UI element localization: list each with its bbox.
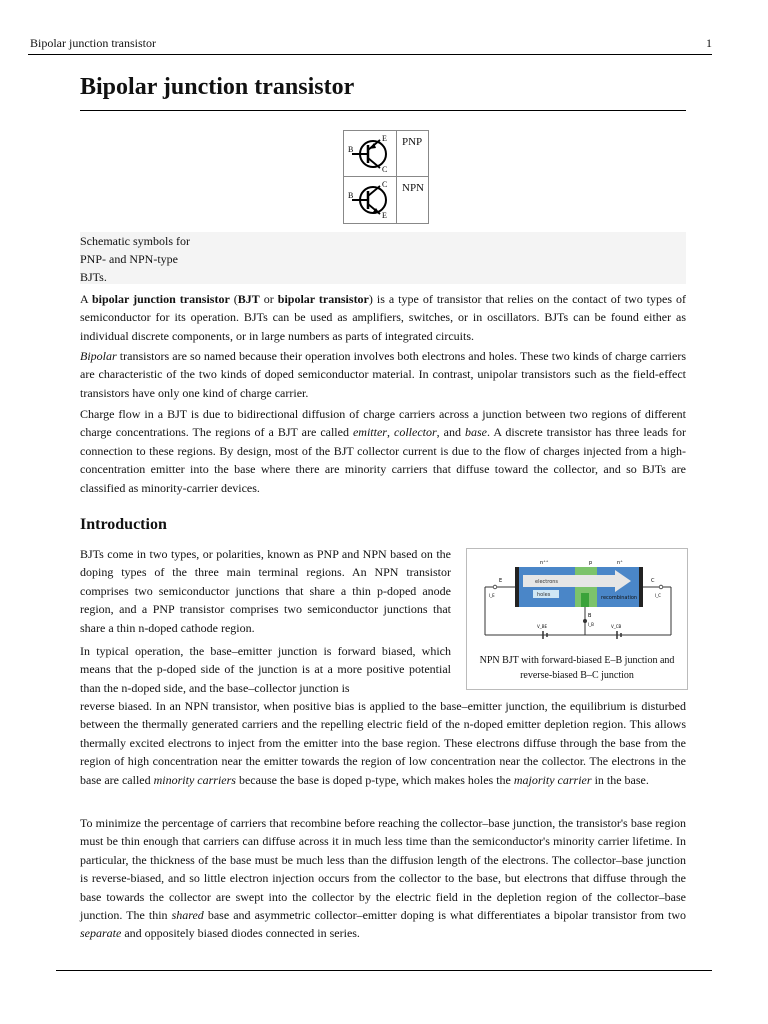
- figure-caption-line: reverse-biased B–C junction: [520, 670, 634, 681]
- caption-line: PNP- and NPN-type: [80, 252, 178, 266]
- paragraph-charge-flow: Charge flow in a BJT is due to bidirectional diffusion of charge carriers across a junction between two regions of different charge concentrations. The regions of a BJT are called emitter, collector, and base. A discrete transistor has three leads for connection to these regions. By design, most of the BJT collector current is due to the flow of charges injected from a high-concentration emitter into the base where there are minority carriers that diffuse toward the collector, and so BJTs are classified as minority-carrier devices.: [80, 407, 686, 495]
- italic-term: emitter: [352, 425, 387, 440]
- holes-label: holes: [537, 592, 551, 598]
- pin-label-e: E: [382, 211, 387, 220]
- terminal-e-label: E: [499, 578, 503, 584]
- table-divider: [344, 176, 428, 177]
- current-ic-label: I_C: [655, 593, 661, 598]
- paragraph-intro-operation-cont: reverse biased. In an NPN transistor, when positive bias is applied to the base–emitter junction, the equilibrium is disturbed between the thermally generated carriers and the repelling electric field of the n-doped emitter depletion region. This allows thermally excited electrons to inject from the emitter into the base region. These electrons diffuse through the base from the region of high concentration near the emitter towards the region of low concentration near the collector. The electrons in the base are called minority carriers because the base is doped p-type, which makes holes the majority carrier in the base.: [80, 699, 686, 787]
- page-number: 1: [706, 36, 712, 50]
- figure-caption-line: NPN BJT with forward-biased E–B junction and: [479, 655, 675, 666]
- terminal-c-label: C: [651, 578, 655, 584]
- italic-term: shared: [171, 908, 204, 923]
- paragraph-definition: A bipolar junction transistor (BJT or bipolar transistor) is a type of transistor that relies on the contact of two types of semiconductor for its operation. BJTs can be used as amplifiers, switches, or in oscillators. BJTs can be found either as individual discrete components, or in large numbers as parts of integrated circuits.: [80, 292, 686, 343]
- figure-caption: [467, 653, 687, 683]
- region-label-collector: n⁺: [617, 560, 623, 566]
- symbol-caption: [80, 232, 686, 284]
- bold-term: BJT: [237, 292, 260, 306]
- italic-term: separate: [80, 926, 122, 941]
- italic-term: Bipolar: [80, 349, 117, 363]
- caption-line: Schematic symbols for: [80, 234, 190, 248]
- region-label-emitter: n⁺⁺: [540, 560, 549, 566]
- running-title: Bipolar junction transistor: [30, 36, 156, 50]
- pin-label-c: C: [382, 180, 388, 189]
- paragraph-base-thickness: To minimize the percentage of carriers that recombine before reaching the collector–base junction, the transistor's base region must be thin enough that carriers can diffuse across it in much less time than the semiconductor's minority carrier lifetime. In particular, the thickness of the base must be much less than the diffusion length of the electrons. The collector–base junction is reverse-biased, and so little electron injection occurs from the collector to the base, but electrons that diffuse through the base towards the collector are swept into the collector by the electric field in the depletion region of the collector–base junction. The thin shared base and asymmetric collector–emitter doping is what differentiates a bipolar transistor from two separate and oppositely biased diodes connected in series.: [80, 816, 687, 941]
- title-rule: [80, 110, 686, 111]
- pin-label-b: B: [348, 191, 354, 200]
- region-label-base: p: [589, 560, 593, 566]
- footer-rule: [56, 970, 712, 971]
- paragraph-intro-types: BJTs come in two types, or polarities, known as PNP and NPN based on the doping types of the three main terminal regions. An NPN transistor comprises two semiconductor junctions that share a thin p-doped anode region, and a PNP transistor comprises two semiconductor junctions that share a thin n-doped cathode region.: [80, 547, 451, 635]
- pnp-transistor-icon: [346, 132, 396, 176]
- npn-bjt-diagram: [475, 555, 679, 651]
- italic-term: minority carriers: [153, 772, 236, 787]
- current-ib-label: I_B: [588, 622, 594, 627]
- pin-label-c: C: [382, 165, 388, 174]
- npn-figure: [466, 548, 688, 690]
- electrons-label: electrons: [535, 579, 559, 585]
- bold-term: bipolar junction transistor: [92, 292, 230, 306]
- table-divider: [396, 131, 397, 223]
- italic-term: base: [465, 425, 487, 440]
- battery-vbe-label: V_BE: [537, 624, 548, 629]
- caption-line: BJTs.: [80, 270, 107, 284]
- bold-term: bipolar transistor: [277, 292, 369, 306]
- terminal-b-label: B: [588, 613, 592, 619]
- npn-label: NPN: [402, 182, 425, 194]
- page-title: Bipolar junction transistor: [80, 74, 355, 100]
- current-ie-label: I_E: [489, 593, 495, 598]
- recombination-label: recombination: [601, 595, 638, 601]
- pnp-label: PNP: [402, 136, 423, 148]
- paragraph-bipolar: Bipolar transistors are so named because their operation involves both electrons and holes. These two kinds of charge carriers are characteristic of the two kinds of doped semiconductor material. In contrast, unipolar transistors such as the field-effect transistors have only one kind of charge carrier.: [80, 349, 686, 400]
- symbol-table: [343, 130, 429, 224]
- italic-term: collector: [394, 425, 437, 440]
- italic-term: majority carrier: [513, 772, 592, 787]
- section-heading-introduction: Introduction: [80, 516, 167, 533]
- running-header: [28, 36, 712, 55]
- npn-transistor-icon: [346, 178, 396, 222]
- battery-vcb-label: V_CB: [611, 624, 622, 629]
- paragraph-intro-operation: In typical operation, the base–emitter junction is forward biased, which means that the p-doped side of the junction is at a more positive potential than the n-doped side, and the base–collector junction is: [80, 644, 451, 695]
- pin-label-b: B: [348, 145, 354, 154]
- pin-label-e: E: [382, 134, 387, 143]
